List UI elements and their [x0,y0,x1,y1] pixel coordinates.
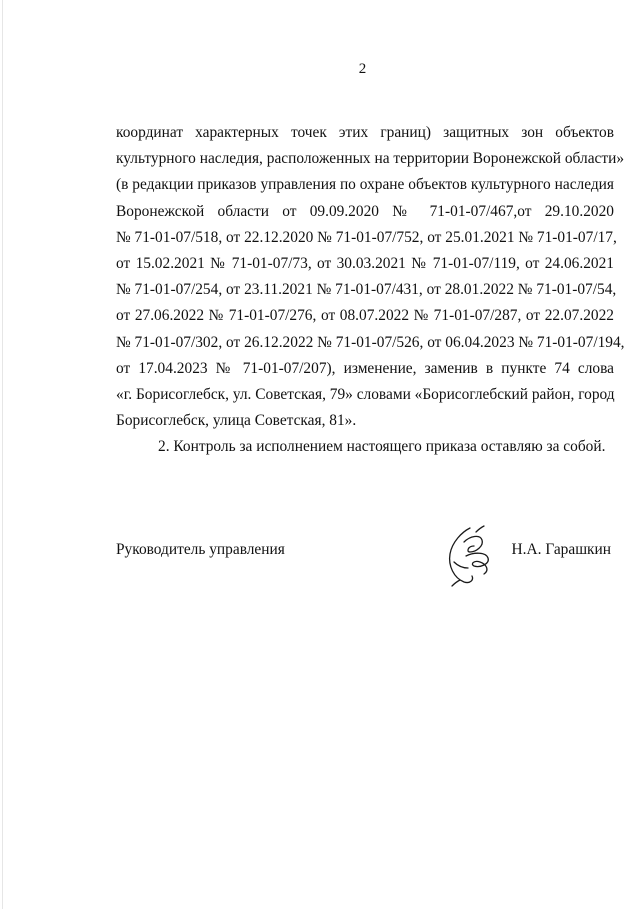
page-number: 2 [358,61,367,77]
body-line: координат характерных точек этих границ) защитных зон объектов [116,124,614,141]
signatory-title: Руководитель управления [116,541,285,558]
body-line: от 15.02.2021 № 71-01-07/73, от 30.03.2021 № 71-01-07/119, от 24.06.2021 [116,254,614,272]
body-line: № 71-01-07/518, от 22.12.2020 № 71-01-07/752, от 25.01.2021 № 71-01-07/17, [116,228,617,246]
handwritten-signature [440,522,496,588]
body-line: «г. Борисоглебск, ул. Советская, 79» словами «Борисоглебский район, город [116,385,615,403]
body-text [116,120,625,460]
body-line: Воронежской области от 09.09.2020 № 71-01-07/467,от 29.10.2020 [116,202,614,220]
scan-edge [2,0,3,909]
signatory-name: Н.А. Гарашкин [511,541,611,558]
body-line: Борисоглебск, улица Советская, 81». [116,412,357,430]
body-line: от 27.06.2022 № 71-01-07/276, от 08.07.2022 № 71-01-07/287, от 22.07.2022 [116,307,614,325]
body-line: № 71-01-07/302, от 26.12.2022 № 71-01-07/526, от 06.04.2023 № 71-01-07/194, [116,333,625,351]
body-line: культурного наследия, расположенных на территории Воронежской области» [116,150,625,168]
body-line: (в редакции приказов управления по охране объектов культурного наследия [116,176,614,194]
body-line: № 71-01-07/254, от 23.11.2021 № 71-01-07/431, от 28.01.2022 № 71-01-07/54, [116,281,617,299]
signature-block [116,540,614,580]
paragraph-2: 2. Контроль за исполнением настоящего приказа оставляю за собой. [158,438,606,456]
body-line: от 17.04.2023 № 71-01-07/207), изменение, заменив в пункте 74 слова [116,359,614,377]
